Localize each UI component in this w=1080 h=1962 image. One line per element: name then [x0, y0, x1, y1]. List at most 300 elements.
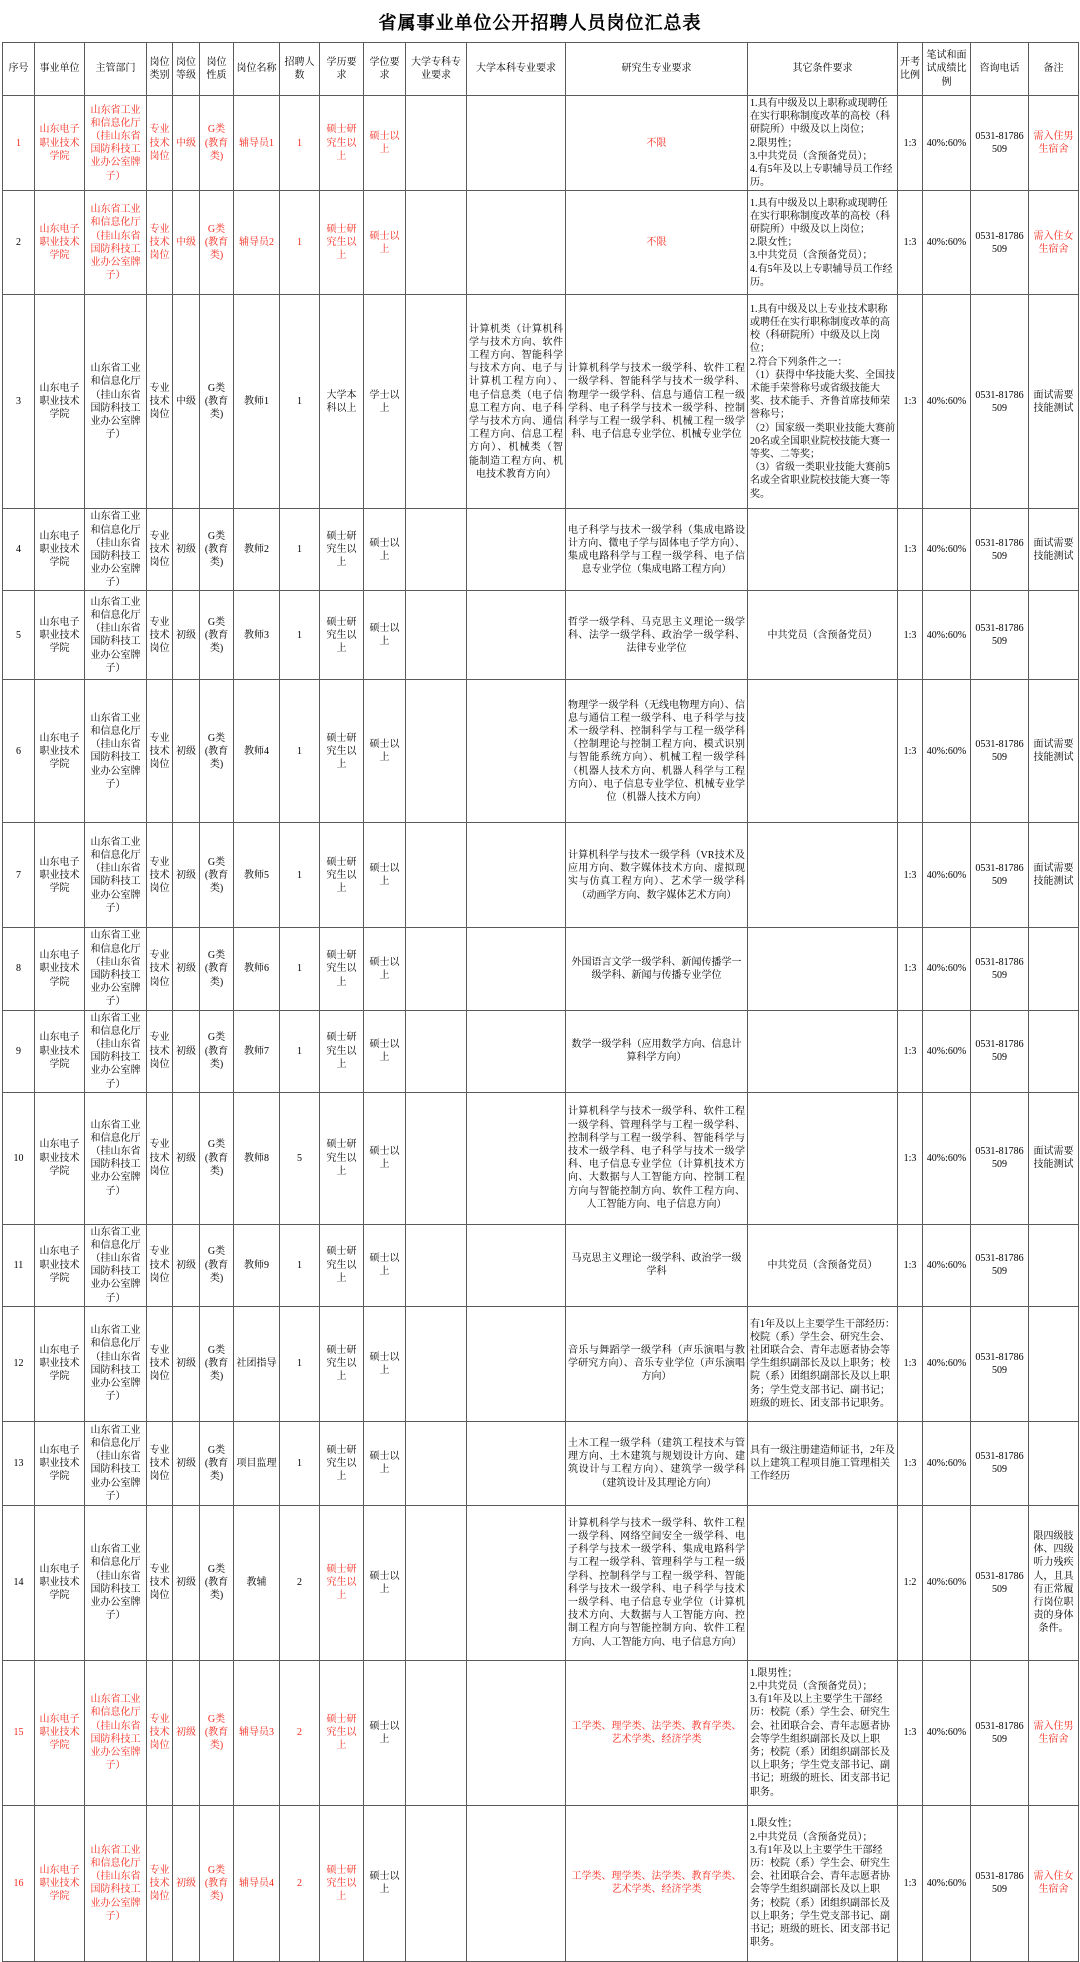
cell-score-ratio: 40%:60%: [923, 96, 971, 191]
cell-junior-college-major: [406, 1092, 467, 1224]
cell-count: 1: [280, 591, 320, 680]
cell-bachelor-major: [467, 823, 566, 928]
cell-score-ratio: 40%:60%: [923, 1092, 971, 1224]
cell-other-requirements: [748, 928, 898, 1010]
cell-score-ratio: 40%:60%: [923, 1660, 971, 1805]
cell-category: 专业技术岗位: [147, 1505, 173, 1660]
cell-category: 专业技术岗位: [147, 928, 173, 1010]
cell-degree: 硕士以上: [364, 1092, 406, 1224]
column-header-position: 岗位名称: [234, 43, 280, 96]
cell-count: 1: [280, 928, 320, 1010]
cell-institution: 山东电子职业技术学院: [35, 1505, 85, 1660]
cell-bachelor-major: [467, 591, 566, 680]
page-title: 省属事业单位公开招聘人员岗位汇总表: [378, 13, 702, 33]
table-row: [3, 1092, 1079, 1224]
cell-junior-college-major: [406, 1421, 467, 1505]
cell-education: 硕士研究生以上: [320, 1092, 364, 1224]
cell-institution: 山东电子职业技术学院: [35, 823, 85, 928]
cell-level: 初级: [173, 1010, 200, 1092]
column-header-level: 岗位等级: [173, 43, 200, 96]
cell-bachelor-major: [467, 1805, 566, 1961]
cell-level: 初级: [173, 823, 200, 928]
cell-index: 13: [3, 1421, 35, 1505]
cell-bachelor-major: [467, 1505, 566, 1660]
cell-phone: 0531-81786509: [971, 96, 1029, 191]
cell-graduate-major: 计算机科学与技术一级学科、软件工程一级学科、管理科学与工程一级学科、控制科学与工程一级学科、智能科学与技术一级学科、电子科学与技术一级学科、电子信息专业学位（计算机技术方向、大数据与人工智能方向、控制工程方向与智能控制方向、软件工程方向、人工智能方向、电子信息方向）: [566, 1092, 748, 1224]
cell-exam-ratio: 1:3: [898, 1306, 923, 1421]
table-row: [3, 1010, 1079, 1092]
cell-exam-ratio: 1:3: [898, 1092, 923, 1224]
cell-count: 2: [280, 1660, 320, 1805]
cell-department: 山东省工业和信息化厅（挂山东省国防科技工业办公室牌子）: [85, 823, 147, 928]
cell-level: 初级: [173, 1805, 200, 1961]
cell-count: 1: [280, 1421, 320, 1505]
cell-nature: G类(教育类): [200, 1092, 234, 1224]
cell-institution: 山东电子职业技术学院: [35, 1010, 85, 1092]
cell-score-ratio: 40%:60%: [923, 295, 971, 509]
cell-exam-ratio: 1:3: [898, 96, 923, 191]
cell-graduate-major: 计算机科学与技术一级学科、软件工程一级学科、智能科学与技术一级学科、物理学一级学科、信息与通信工程一级学科、电子科学与技术一级学科、控制科学与工程一级学科、机械工程一级学科、电子信息专业学位、机械专业学位: [566, 295, 748, 509]
cell-nature: G类(教育类): [200, 191, 234, 295]
cell-nature: G类(教育类): [200, 1660, 234, 1805]
cell-score-ratio: 40%:60%: [923, 1421, 971, 1505]
cell-education: 硕士研究生以上: [320, 191, 364, 295]
cell-remarks: 面试需要技能测试: [1029, 680, 1079, 823]
cell-index: 7: [3, 823, 35, 928]
cell-other-requirements: 有1年及以上主要学生干部经历：校院（系）学生会、研究生会、社团联合会、青年志愿者协会等学生组织副部长及以上职务；校院（系）团组织副部长及以上职务；学生党支部书记、副书记；班级的班长、团支部书记职务。: [748, 1306, 898, 1421]
cell-institution: 山东电子职业技术学院: [35, 591, 85, 680]
cell-degree: 硕士以上: [364, 1505, 406, 1660]
cell-graduate-major: 计算机科学与技术一级学科（VR技术及应用方向、数字媒体技术方向、虚拟现实与仿真工程方向）、艺术学一级学科（动画学方向、数字媒体艺术方向）: [566, 823, 748, 928]
cell-score-ratio: 40%:60%: [923, 928, 971, 1010]
cell-other-requirements: [748, 1505, 898, 1660]
cell-index: 10: [3, 1092, 35, 1224]
cell-category: 专业技术岗位: [147, 680, 173, 823]
cell-phone: 0531-81786509: [971, 1805, 1029, 1961]
cell-remarks: 需入住男生宿舍: [1029, 1660, 1079, 1805]
cell-remarks: 需入住男生宿舍: [1029, 96, 1079, 191]
cell-graduate-major: 电子科学与技术一级学科（集成电路设计方向、微电子学与固体电子学方向）、集成电路科学与工程一级学科、电子信息专业学位（集成电路工程方向）: [566, 509, 748, 591]
cell-institution: 山东电子职业技术学院: [35, 1660, 85, 1805]
cell-count: 2: [280, 1805, 320, 1961]
table-row: [3, 1224, 1079, 1306]
cell-education: 硕士研究生以上: [320, 1660, 364, 1805]
cell-position: 社团指导: [234, 1306, 280, 1421]
cell-level: 初级: [173, 591, 200, 680]
cell-junior-college-major: [406, 1010, 467, 1092]
cell-bachelor-major: [467, 1092, 566, 1224]
cell-category: 专业技术岗位: [147, 1092, 173, 1224]
cell-education: 硕士研究生以上: [320, 928, 364, 1010]
cell-phone: 0531-81786509: [971, 191, 1029, 295]
cell-level: 初级: [173, 1306, 200, 1421]
cell-other-requirements: 1.限男性； 2.中共党员（含预备党员）； 3.有1年及以上主要学生干部经历：校院（系）学生会、研究生会、社团联合会、青年志愿者协会等学生组织副部长及以上职务；校院（系）团组织副部长及以上职务；学生党支部书记、副书记；班级的班长、团支部书记职务。: [748, 1660, 898, 1805]
cell-position: 教师4: [234, 680, 280, 823]
table-body: [3, 96, 1079, 1962]
cell-institution: 山东电子职业技术学院: [35, 191, 85, 295]
cell-position: 辅导员2: [234, 191, 280, 295]
cell-level: 初级: [173, 1660, 200, 1805]
cell-other-requirements: [748, 509, 898, 591]
cell-junior-college-major: [406, 591, 467, 680]
cell-score-ratio: 40%:60%: [923, 823, 971, 928]
cell-degree: 硕士以上: [364, 680, 406, 823]
cell-exam-ratio: 1:2: [898, 1505, 923, 1660]
cell-education: 硕士研究生以上: [320, 1505, 364, 1660]
cell-junior-college-major: [406, 295, 467, 509]
cell-category: 专业技术岗位: [147, 96, 173, 191]
cell-education: 硕士研究生以上: [320, 509, 364, 591]
cell-education: 硕士研究生以上: [320, 1224, 364, 1306]
cell-other-requirements: 中共党员（含预备党员）: [748, 591, 898, 680]
cell-exam-ratio: 1:3: [898, 1421, 923, 1505]
cell-count: 1: [280, 96, 320, 191]
cell-other-requirements: 1.限女性； 2.中共党员（含预备党员）； 3.有1年及以上主要学生干部经历：校院（系）学生会、研究生会、社团联合会、青年志愿者协会等学生组织副部长及以上职务；校院（系）团组织副部长及以上职务；学生党支部书记、副书记；班级的班长、团支部书记职务。: [748, 1805, 898, 1961]
cell-exam-ratio: 1:3: [898, 680, 923, 823]
cell-nature: G类(教育类): [200, 1505, 234, 1660]
cell-other-requirements: 1.具有中级及以上职称或现聘任在实行职称制度改革的高校（科研院所）中级及以上岗位； 2.限男性； 3.中共党员（含预备党员）； 4.有5年及以上专职辅导员工作经历。: [748, 96, 898, 191]
cell-nature: G类(教育类): [200, 509, 234, 591]
cell-education: 硕士研究生以上: [320, 1306, 364, 1421]
cell-department: 山东省工业和信息化厅（挂山东省国防科技工业办公室牌子）: [85, 1505, 147, 1660]
cell-institution: 山东电子职业技术学院: [35, 295, 85, 509]
table-row: [3, 295, 1079, 509]
cell-nature: G类(教育类): [200, 1306, 234, 1421]
cell-nature: G类(教育类): [200, 823, 234, 928]
cell-education: 硕士研究生以上: [320, 1421, 364, 1505]
cell-position: 教辅: [234, 1505, 280, 1660]
cell-bachelor-major: [467, 1421, 566, 1505]
cell-institution: 山东电子职业技术学院: [35, 1421, 85, 1505]
cell-count: 1: [280, 823, 320, 928]
cell-exam-ratio: 1:3: [898, 191, 923, 295]
column-header-remarks: 备注: [1029, 43, 1079, 96]
cell-bachelor-major: [467, 1660, 566, 1805]
cell-count: 1: [280, 191, 320, 295]
cell-remarks: 需入住女生宿舍: [1029, 191, 1079, 295]
cell-category: 专业技术岗位: [147, 1010, 173, 1092]
cell-count: 1: [280, 1224, 320, 1306]
cell-level: 中级: [173, 191, 200, 295]
cell-remarks: 面试需要技能测试: [1029, 823, 1079, 928]
cell-index: 6: [3, 680, 35, 823]
cell-bachelor-major: [467, 928, 566, 1010]
cell-remarks: [1029, 1010, 1079, 1092]
table-row: [3, 591, 1079, 680]
cell-index: 8: [3, 928, 35, 1010]
cell-phone: 0531-81786509: [971, 1010, 1029, 1092]
cell-level: 初级: [173, 1421, 200, 1505]
cell-exam-ratio: 1:3: [898, 1010, 923, 1092]
cell-category: 专业技术岗位: [147, 1660, 173, 1805]
cell-count: 1: [280, 1306, 320, 1421]
column-header-junior-college-major: 大学专科专业要求: [406, 43, 467, 96]
cell-phone: 0531-81786509: [971, 591, 1029, 680]
cell-score-ratio: 40%:60%: [923, 1306, 971, 1421]
cell-junior-college-major: [406, 823, 467, 928]
cell-education: 硕士研究生以上: [320, 1010, 364, 1092]
cell-other-requirements: [748, 823, 898, 928]
cell-remarks: [1029, 1224, 1079, 1306]
cell-graduate-major: 哲学一级学科、马克思主义理论一级学科、法学一级学科、政治学一级学科、法律专业学位: [566, 591, 748, 680]
cell-degree: 硕士以上: [364, 1660, 406, 1805]
cell-index: 11: [3, 1224, 35, 1306]
cell-institution: 山东电子职业技术学院: [35, 1805, 85, 1961]
cell-index: 15: [3, 1660, 35, 1805]
cell-phone: 0531-81786509: [971, 509, 1029, 591]
cell-institution: 山东电子职业技术学院: [35, 509, 85, 591]
cell-remarks: [1029, 1306, 1079, 1421]
table-row: [3, 1306, 1079, 1421]
cell-department: 山东省工业和信息化厅（挂山东省国防科技工业办公室牌子）: [85, 1224, 147, 1306]
cell-phone: 0531-81786509: [971, 1421, 1029, 1505]
cell-index: 16: [3, 1805, 35, 1961]
cell-position: 教师5: [234, 823, 280, 928]
cell-score-ratio: 40%:60%: [923, 191, 971, 295]
cell-junior-college-major: [406, 191, 467, 295]
cell-index: 12: [3, 1306, 35, 1421]
cell-degree: 硕士以上: [364, 823, 406, 928]
cell-category: 专业技术岗位: [147, 591, 173, 680]
header-row: [3, 43, 1079, 96]
cell-position: 教师7: [234, 1010, 280, 1092]
cell-graduate-major: 不限: [566, 191, 748, 295]
cell-education: 硕士研究生以上: [320, 591, 364, 680]
cell-institution: 山东电子职业技术学院: [35, 680, 85, 823]
cell-junior-college-major: [406, 1805, 467, 1961]
cell-position: 项目监理: [234, 1421, 280, 1505]
cell-education: 硕士研究生以上: [320, 1805, 364, 1961]
cell-category: 专业技术岗位: [147, 509, 173, 591]
cell-bachelor-major: 计算机类（计算机科学与技术方向、软件工程方向、智能科学与技术方向、电子与计算机工程方向）、电子信息类（电子信息工程方向、电子科学与技术方向、通信工程方向、信息工程方向）、机械类（智能制造工程方向、机电技术教育方向）: [467, 295, 566, 509]
cell-junior-college-major: [406, 1306, 467, 1421]
cell-department: 山东省工业和信息化厅（挂山东省国防科技工业办公室牌子）: [85, 1306, 147, 1421]
cell-graduate-major: 不限: [566, 96, 748, 191]
cell-phone: 0531-81786509: [971, 1092, 1029, 1224]
column-header-education: 学历要求: [320, 43, 364, 96]
cell-exam-ratio: 1:3: [898, 509, 923, 591]
cell-phone: 0531-81786509: [971, 295, 1029, 509]
cell-department: 山东省工业和信息化厅（挂山东省国防科技工业办公室牌子）: [85, 96, 147, 191]
cell-bachelor-major: [467, 1010, 566, 1092]
cell-degree: 硕士以上: [364, 1306, 406, 1421]
cell-category: 专业技术岗位: [147, 823, 173, 928]
cell-department: 山东省工业和信息化厅（挂山东省国防科技工业办公室牌子）: [85, 680, 147, 823]
column-header-graduate-major: 研究生专业要求: [566, 43, 748, 96]
cell-phone: 0531-81786509: [971, 1505, 1029, 1660]
cell-exam-ratio: 1:3: [898, 1805, 923, 1961]
cell-department: 山东省工业和信息化厅（挂山东省国防科技工业办公室牌子）: [85, 191, 147, 295]
table-row: [3, 1805, 1079, 1961]
cell-index: 1: [3, 96, 35, 191]
cell-other-requirements: [748, 1010, 898, 1092]
cell-junior-college-major: [406, 928, 467, 1010]
cell-remarks: 面试需要技能测试: [1029, 295, 1079, 509]
cell-remarks: 限四级肢体、四级听力残疾人，且具有正常履行岗位职责的身体条件。: [1029, 1505, 1079, 1660]
table-row: [3, 1660, 1079, 1805]
cell-exam-ratio: 1:3: [898, 928, 923, 1010]
cell-degree: 学士以上: [364, 295, 406, 509]
cell-exam-ratio: 1:3: [898, 591, 923, 680]
cell-nature: G类(教育类): [200, 1805, 234, 1961]
cell-bachelor-major: [467, 509, 566, 591]
cell-graduate-major: 计算机科学与技术一级学科、软件工程一级学科、网络空间安全一级学科、电子科学与技术一级学科、集成电路科学与工程一级学科、管理科学与工程一级学科、控制科学与工程一级学科、智能科学与技术一级学科、电子科学与技术一级学科、电子信息专业学位（计算机技术方向、大数据与人工智能方向、控制工程方向与智能控制方向、软件工程方向、人工智能方向、电子信息方向）: [566, 1505, 748, 1660]
cell-phone: 0531-81786509: [971, 1224, 1029, 1306]
cell-other-requirements: 中共党员（含预备党员）: [748, 1224, 898, 1306]
cell-nature: G类(教育类): [200, 1010, 234, 1092]
cell-institution: 山东电子职业技术学院: [35, 928, 85, 1010]
cell-position: 教师6: [234, 928, 280, 1010]
cell-department: 山东省工业和信息化厅（挂山东省国防科技工业办公室牌子）: [85, 1010, 147, 1092]
cell-education: 硕士研究生以上: [320, 823, 364, 928]
cell-phone: 0531-81786509: [971, 1306, 1029, 1421]
cell-exam-ratio: 1:3: [898, 823, 923, 928]
cell-score-ratio: 40%:60%: [923, 509, 971, 591]
column-header-bachelor-major: 大学本科专业要求: [467, 43, 566, 96]
cell-graduate-major: 土木工程一级学科（建筑工程技术与管理方向、土木建筑与规划设计方向、建筑设计与工程方向）、建筑学一级学科（建筑设计及其理论方向）: [566, 1421, 748, 1505]
cell-education: 硕士研究生以上: [320, 96, 364, 191]
cell-category: 专业技术岗位: [147, 1306, 173, 1421]
cell-count: 2: [280, 1505, 320, 1660]
cell-graduate-major: 工学类、理学类、法学类、教育学类、艺术学类、经济学类: [566, 1660, 748, 1805]
cell-department: 山东省工业和信息化厅（挂山东省国防科技工业办公室牌子）: [85, 928, 147, 1010]
cell-department: 山东省工业和信息化厅（挂山东省国防科技工业办公室牌子）: [85, 509, 147, 591]
table-row: [3, 96, 1079, 191]
cell-category: 专业技术岗位: [147, 1224, 173, 1306]
column-header-category: 岗位类别: [147, 43, 173, 96]
cell-position: 辅导员1: [234, 96, 280, 191]
cell-position: 教师1: [234, 295, 280, 509]
cell-department: 山东省工业和信息化厅（挂山东省国防科技工业办公室牌子）: [85, 295, 147, 509]
cell-degree: 硕士以上: [364, 1010, 406, 1092]
cell-education: 硕士研究生以上: [320, 680, 364, 823]
cell-institution: 山东电子职业技术学院: [35, 1224, 85, 1306]
cell-score-ratio: 40%:60%: [923, 1805, 971, 1961]
cell-bachelor-major: [467, 191, 566, 295]
column-header-nature: 岗位性质: [200, 43, 234, 96]
cell-category: 专业技术岗位: [147, 1805, 173, 1961]
cell-other-requirements: 1.具有中级及以上职称或现聘任在实行职称制度改革的高校（科研院所）中级及以上岗位； 2.限女性； 3.中共党员（含预备党员）； 4.有5年及以上专职辅导员工作经历。: [748, 191, 898, 295]
column-header-score-ratio: 笔试和面试成绩比例: [923, 43, 971, 96]
cell-level: 初级: [173, 509, 200, 591]
cell-degree: 硕士以上: [364, 1421, 406, 1505]
cell-junior-college-major: [406, 1505, 467, 1660]
cell-count: 1: [280, 509, 320, 591]
cell-bachelor-major: [467, 680, 566, 823]
cell-level: 初级: [173, 680, 200, 823]
column-header-phone: 咨询电话: [971, 43, 1029, 96]
column-header-other-requirements: 其它条件要求: [748, 43, 898, 96]
cell-remarks: [1029, 1421, 1079, 1505]
table-row: [3, 680, 1079, 823]
cell-graduate-major: 马克思主义理论一级学科、政治学一级学科: [566, 1224, 748, 1306]
cell-score-ratio: 40%:60%: [923, 591, 971, 680]
cell-nature: G类(教育类): [200, 96, 234, 191]
cell-phone: 0531-81786509: [971, 680, 1029, 823]
cell-graduate-major: 数学一级学科（应用数学方向、信息计算科学方向）: [566, 1010, 748, 1092]
cell-count: 1: [280, 1010, 320, 1092]
cell-bachelor-major: [467, 1224, 566, 1306]
cell-score-ratio: 40%:60%: [923, 1505, 971, 1660]
cell-position: 辅导员4: [234, 1805, 280, 1961]
cell-nature: G类(教育类): [200, 591, 234, 680]
cell-count: 1: [280, 295, 320, 509]
cell-other-requirements: [748, 680, 898, 823]
cell-remarks: [1029, 928, 1079, 1010]
table-row: [3, 1421, 1079, 1505]
cell-index: 9: [3, 1010, 35, 1092]
cell-score-ratio: 40%:60%: [923, 680, 971, 823]
cell-position: 教师3: [234, 591, 280, 680]
cell-remarks: [1029, 591, 1079, 680]
cell-degree: 硕士以上: [364, 1805, 406, 1961]
cell-graduate-major: 外国语言文学一级学科、新闻传播学一级学科、新闻与传播专业学位: [566, 928, 748, 1010]
cell-graduate-major: 工学类、理学类、法学类、教育学类、艺术学类、经济学类: [566, 1805, 748, 1961]
cell-level: 中级: [173, 96, 200, 191]
cell-department: 山东省工业和信息化厅（挂山东省国防科技工业办公室牌子）: [85, 591, 147, 680]
cell-index: 14: [3, 1505, 35, 1660]
cell-junior-college-major: [406, 509, 467, 591]
cell-category: 专业技术岗位: [147, 1421, 173, 1505]
cell-institution: 山东电子职业技术学院: [35, 1306, 85, 1421]
cell-institution: 山东电子职业技术学院: [35, 1092, 85, 1224]
cell-degree: 硕士以上: [364, 591, 406, 680]
cell-nature: G类(教育类): [200, 1421, 234, 1505]
cell-remarks: 面试需要技能测试: [1029, 1092, 1079, 1224]
cell-institution: 山东电子职业技术学院: [35, 96, 85, 191]
cell-level: 初级: [173, 1224, 200, 1306]
cell-bachelor-major: [467, 1306, 566, 1421]
table-row: [3, 1505, 1079, 1660]
cell-bachelor-major: [467, 96, 566, 191]
cell-phone: 0531-81786509: [971, 1660, 1029, 1805]
cell-index: 3: [3, 295, 35, 509]
cell-category: 专业技术岗位: [147, 191, 173, 295]
column-header-department: 主管部门: [85, 43, 147, 96]
cell-nature: G类(教育类): [200, 1224, 234, 1306]
cell-other-requirements: [748, 1092, 898, 1224]
cell-remarks: 需入住女生宿舍: [1029, 1805, 1079, 1961]
cell-count: 5: [280, 1092, 320, 1224]
cell-degree: 硕士以上: [364, 1224, 406, 1306]
cell-nature: G类(教育类): [200, 928, 234, 1010]
cell-exam-ratio: 1:3: [898, 1224, 923, 1306]
cell-department: 山东省工业和信息化厅（挂山东省国防科技工业办公室牌子）: [85, 1092, 147, 1224]
cell-department: 山东省工业和信息化厅（挂山东省国防科技工业办公室牌子）: [85, 1660, 147, 1805]
cell-position: 教师8: [234, 1092, 280, 1224]
cell-graduate-major: 物理学一级学科（无线电物理方向）、信息与通信工程一级学科、电子科学与技术一级学科、控制科学与工程一级学科（控制理论与控制工程方向、模式识别与智能系统方向）、机械工程一级学科（机器人技术方向、机器人科学与工程方向）、电子信息专业学位、机械专业学位（机器人技术方向）: [566, 680, 748, 823]
cell-position: 教师9: [234, 1224, 280, 1306]
column-header-count: 招聘人数: [280, 43, 320, 96]
cell-education: 大学本科以上: [320, 295, 364, 509]
cell-exam-ratio: 1:3: [898, 295, 923, 509]
cell-level: 初级: [173, 1505, 200, 1660]
cell-other-requirements: 具有一级注册建造师证书，2年及以上建筑工程项目施工管理相关工作经历: [748, 1421, 898, 1505]
column-header-exam-ratio: 开考比例: [898, 43, 923, 96]
cell-degree: 硕士以上: [364, 96, 406, 191]
cell-remarks: 面试需要技能测试: [1029, 509, 1079, 591]
column-header-institution: 事业单位: [35, 43, 85, 96]
column-header-degree: 学位要求: [364, 43, 406, 96]
cell-level: 中级: [173, 295, 200, 509]
table-row: [3, 509, 1079, 591]
cell-score-ratio: 40%:60%: [923, 1224, 971, 1306]
cell-index: 4: [3, 509, 35, 591]
cell-junior-college-major: [406, 1224, 467, 1306]
cell-junior-college-major: [406, 1660, 467, 1805]
recruitment-table: [2, 42, 1079, 1962]
table-row: [3, 823, 1079, 928]
